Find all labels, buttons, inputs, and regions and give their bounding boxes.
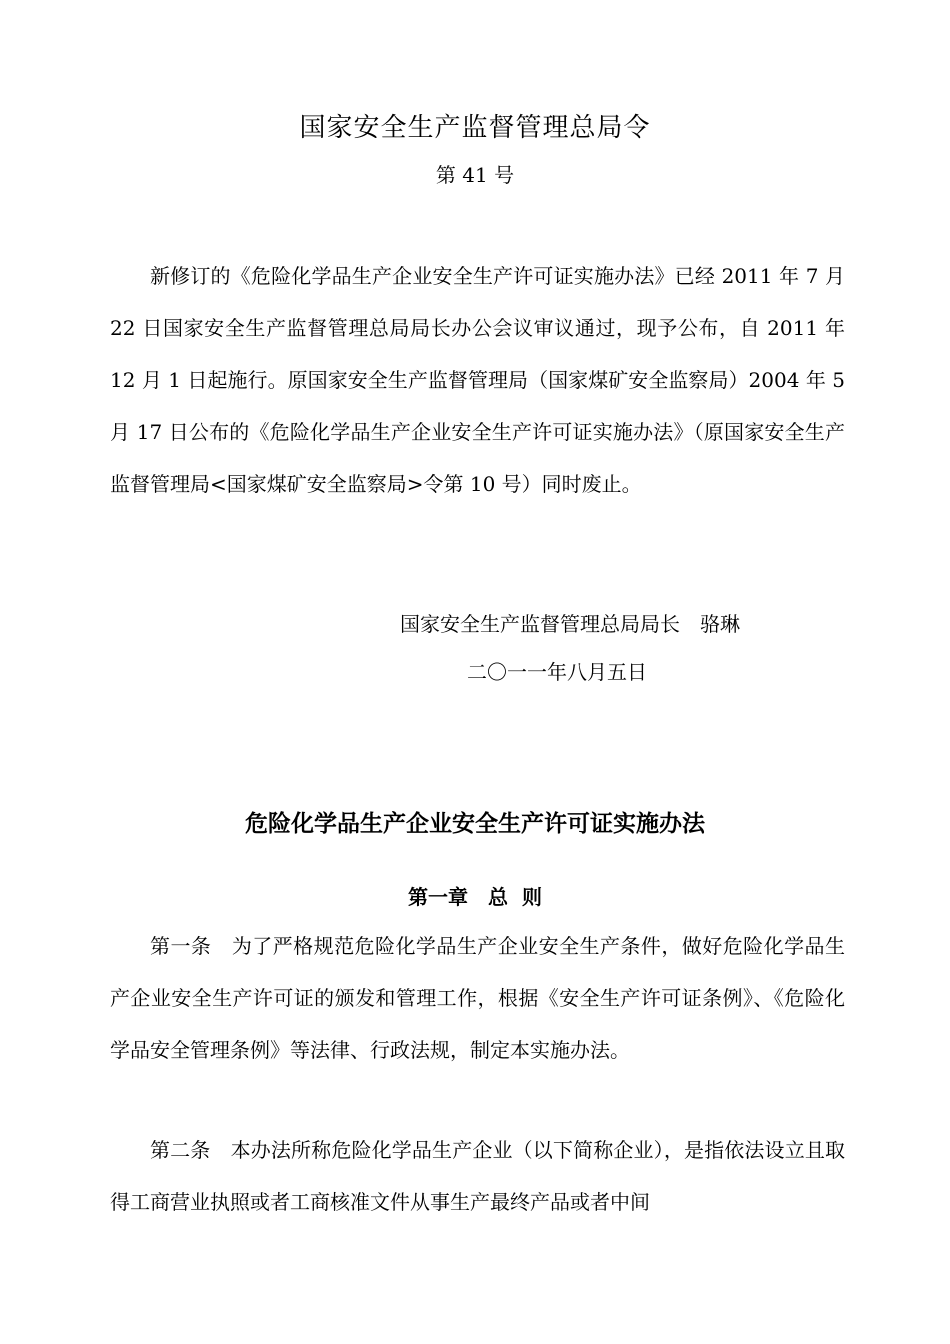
decree-date: 二〇一一年八月五日 [467,660,647,684]
chapter-heading: 第一章 总 则 [408,885,542,909]
regulation-title: 危险化学品生产企业安全生产许可证实施办法 [245,811,705,837]
decree-body-paragraph: 新修订的《危险化学品生产企业安全生产许可证实施办法》已经 2011 年 7 月 22 日国家安全生产监督管理总局局长办公会议审议通过，现予公布，自 2011 年 12 月 1 日起施行。原国家安全生产监督管理局（国家煤矿安全监察局）2004 年 5 月 17 日公布的《危险化学品生产企业安全生产许可证实施办法》（原国家安全生产监督管理局<国家煤矿安全监察局>令第 10 号）同时废止。 [110,264,845,496]
article-2-paragraph: 第二条 本办法所称危险化学品生产企业（以下简称企业），是指依法设立且取得工商营业执照或者工商核准文件从事生产最终产品或者中间 [110,1138,845,1214]
decree-number: 第 41 号 [435,163,515,187]
decree-title: 国家安全生产监督管理总局令 [299,113,651,143]
decree-signatory: 国家安全生产监督管理总局局长 骆琳 [400,612,740,636]
article-1-paragraph: 第一条 为了严格规范危险化学品生产企业安全生产条件，做好危险化学品生产企业安全生产许可证的颁发和管理工作，根据《安全生产许可证条例》、《危险化学品安全管理条例》等法律、行政法规，制定本实施办法。 [110,934,845,1062]
